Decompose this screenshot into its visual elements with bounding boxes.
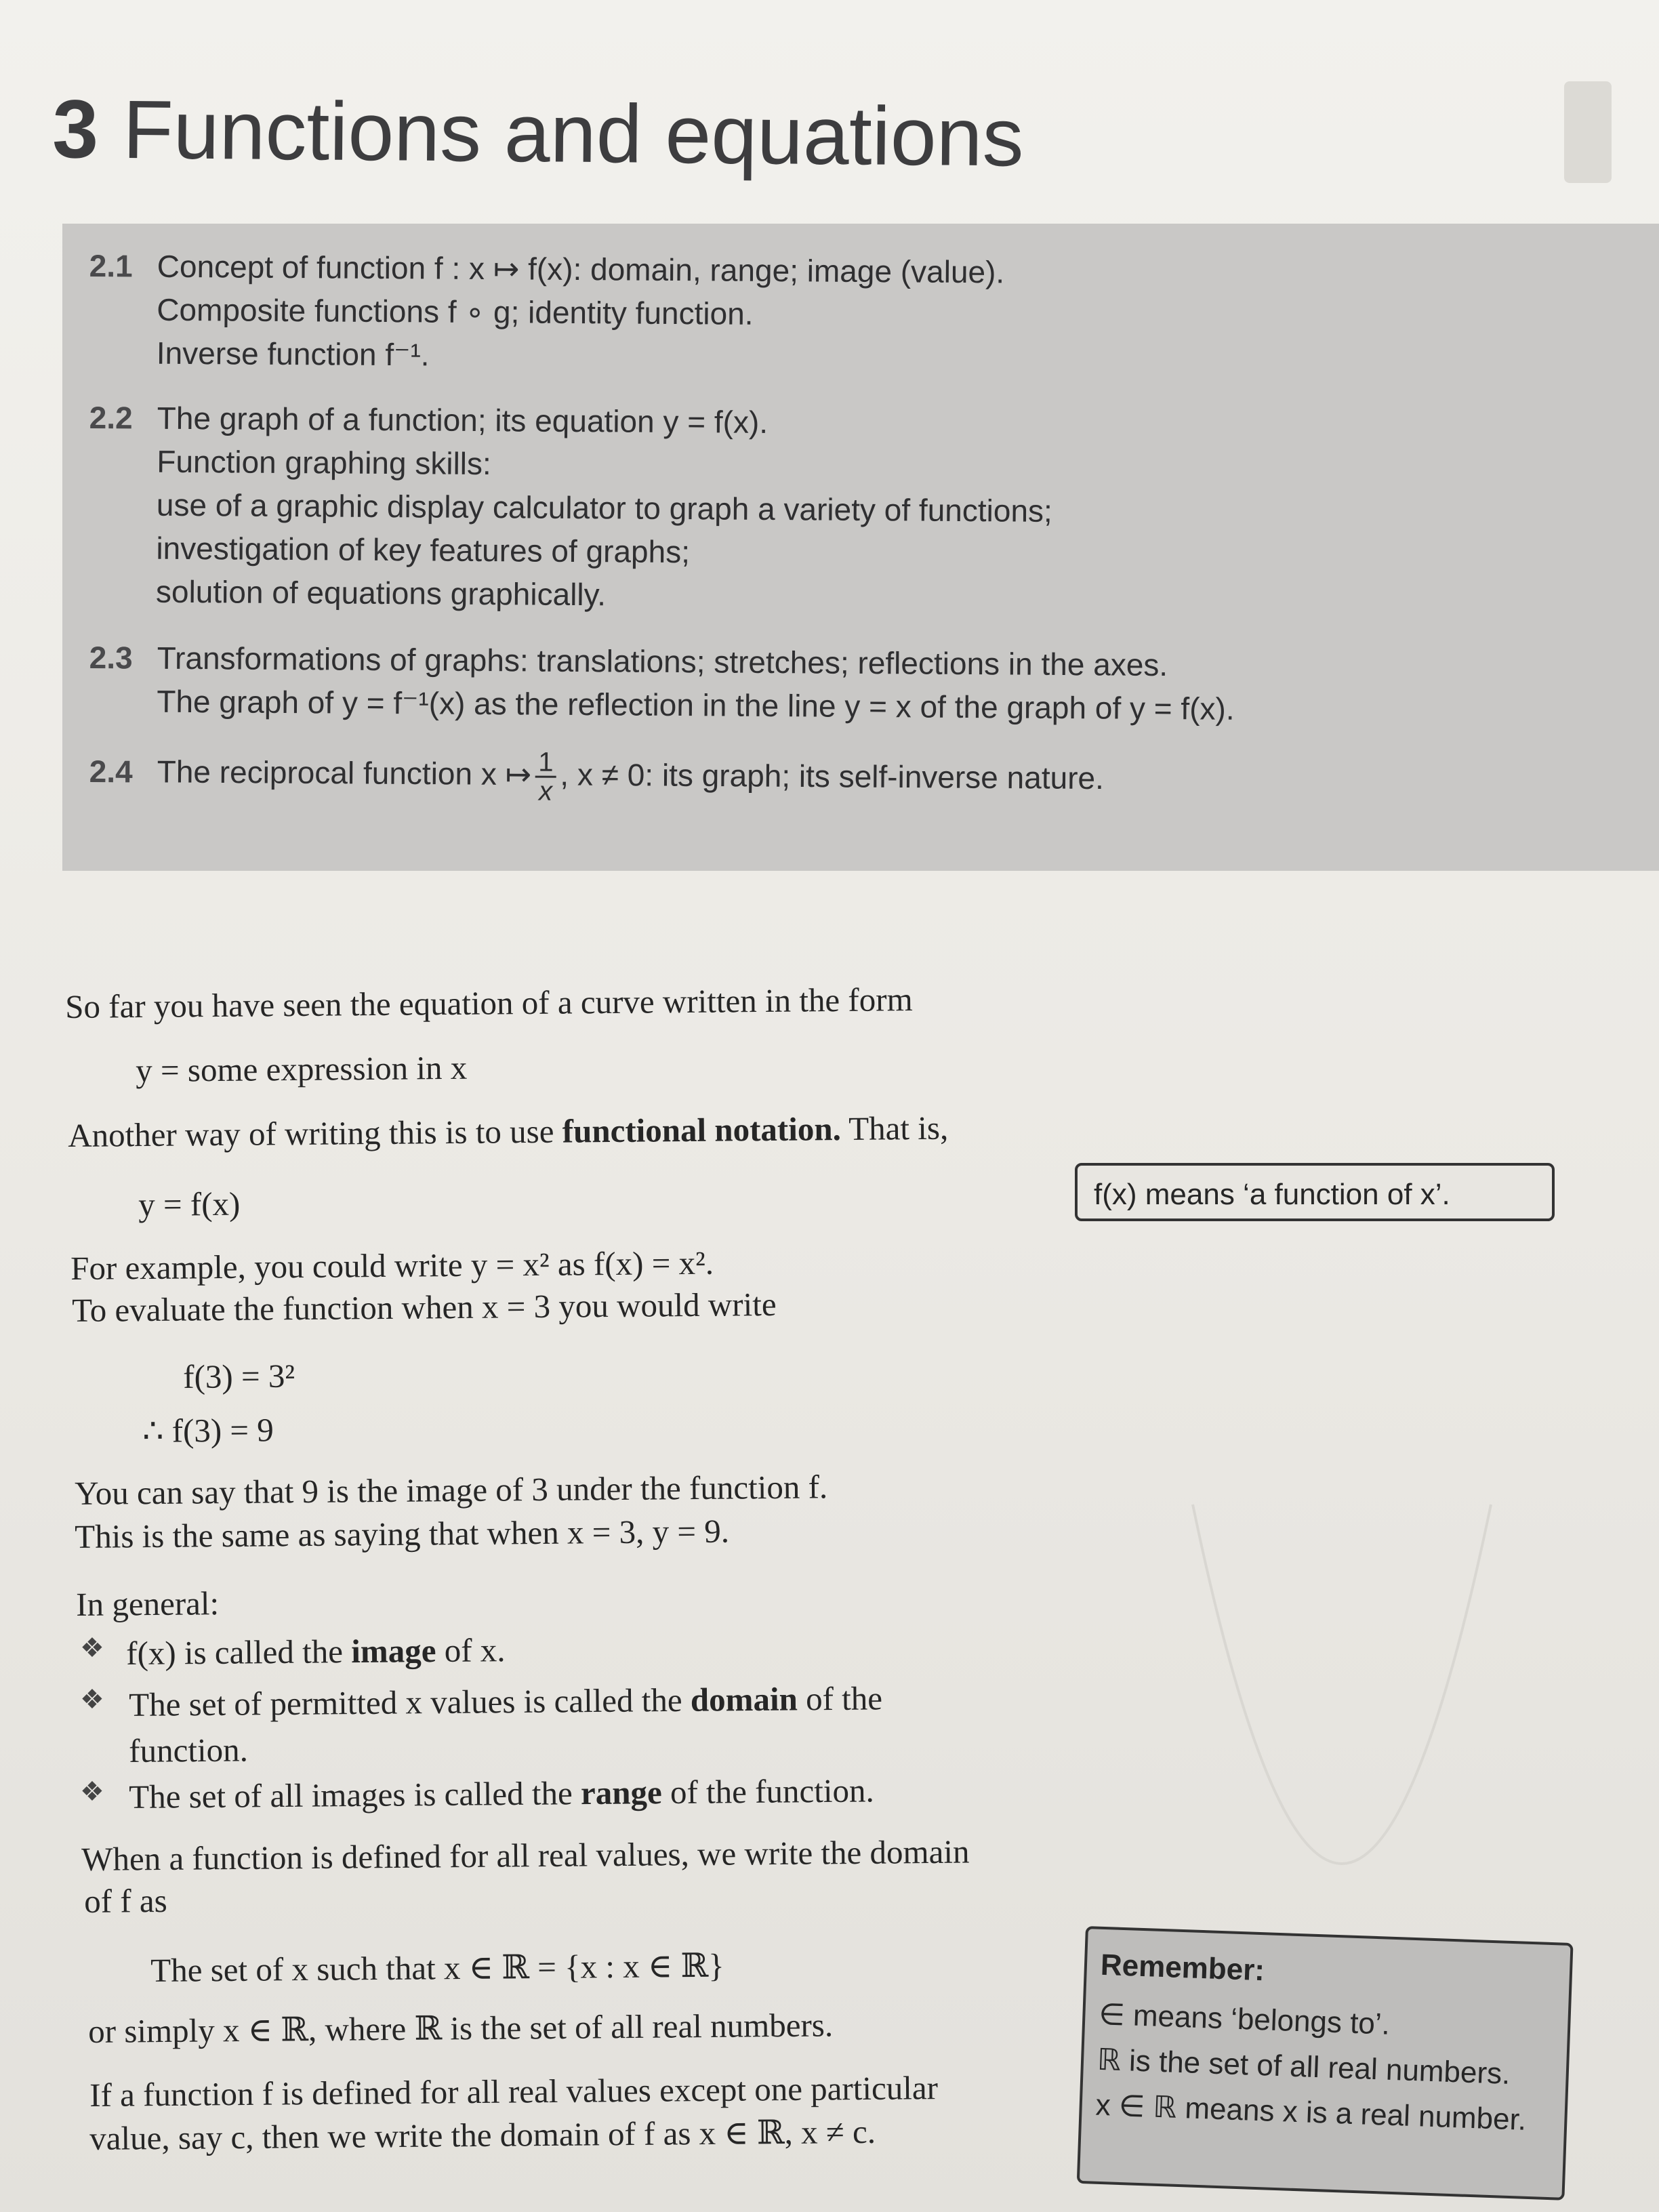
remember-line: ∈ means ‘belongs to’. <box>1098 1997 1391 2041</box>
list-item: f(x) is called the image of x. <box>126 1631 506 1672</box>
paragraph: When a function is defined for all real values, we write the domain <box>81 1832 970 1878</box>
syllabus-line: Composite functions f ∘ g; identity function. <box>157 291 754 331</box>
syllabus-line: investigation of key features of graphs; <box>156 530 691 570</box>
equation: y = f(x) <box>138 1185 241 1223</box>
syllabus-line: , x ≠ 0: its graph; its self-inverse nature. <box>560 756 1105 796</box>
equation: The set of x such that x ∈ ℝ = {x : x ∈ ℝ} <box>150 1946 724 1989</box>
bullet-icon: ❖ <box>80 1776 104 1807</box>
paragraph: value, say c, then we write the domain of f as x ∈ ℝ, x ≠ c. <box>89 2112 876 2157</box>
syllabus-item-2-2 <box>88 396 1053 619</box>
syllabus-code: 2.3 <box>89 639 133 676</box>
list-item-continuation: function. <box>129 1731 249 1769</box>
chapter-title: Functions and equations <box>122 83 1025 184</box>
syllabus-item-2-1 <box>89 244 1005 380</box>
paragraph: So far you have seen the equation of a curve written in the form <box>65 981 913 1025</box>
syllabus-line: Transformations of graphs: translations; stretches; reflections in the axes. <box>157 640 1168 683</box>
syllabus-item-2-3 <box>89 636 1235 731</box>
remember-box <box>1077 1926 1574 2200</box>
bullet-icon: ❖ <box>80 1633 104 1663</box>
page-tab-marker <box>1564 81 1612 183</box>
show-through-curve <box>1111 1491 1532 1870</box>
syllabus-box <box>62 224 1659 871</box>
syllabus-code: 2.4 <box>89 753 133 790</box>
chapter-number: 3 <box>52 82 99 176</box>
paragraph: If a function f is defined for all real values except one particular <box>89 2069 939 2114</box>
syllabus-code: 2.2 <box>89 399 133 436</box>
reciprocal-fraction <box>535 749 556 805</box>
syllabus-line: Concept of function f : x ↦ f(x): domain, range; image (value). <box>157 248 1005 290</box>
paragraph: You can say that 9 is the image of 3 under the function f. <box>75 1468 828 1512</box>
syllabus-code: 2.1 <box>89 247 133 284</box>
paragraph: To evaluate the function when x = 3 you would write <box>72 1285 777 1329</box>
syllabus-line: solution of equations graphically. <box>155 573 607 613</box>
remember-title: Remember: <box>1100 1948 1265 1988</box>
side-note-box: f(x) means ‘a function of x’. <box>1075 1163 1555 1221</box>
syllabus-item-2-4 <box>89 745 1104 808</box>
syllabus-line: use of a graphic display calculator to graph a variety of functions; <box>156 487 1052 529</box>
paragraph: This is the same as saying that when x = 3, y = 9. <box>75 1512 730 1555</box>
syllabus-line: Inverse function f⁻¹. <box>156 335 430 373</box>
term-functional-notation: functional notation. <box>562 1110 842 1150</box>
list-item: The set of all images is called the range of the function. <box>129 1771 874 1816</box>
paragraph: In general: <box>76 1584 220 1623</box>
syllabus-line: Function graphing skills: <box>157 443 491 482</box>
equation: f(3) = 3² <box>183 1357 295 1395</box>
list-item: The set of permitted x values is called the domain of the <box>129 1679 883 1723</box>
bullet-icon: ❖ <box>80 1684 104 1715</box>
paragraph: or simply x ∈ ℝ, where ℝ is the set of all real numbers. <box>88 2006 834 2050</box>
remember-line: ℝ is the set of all real numbers. <box>1097 2043 1511 2091</box>
syllabus-line: The graph of y = f⁻¹(x) as the reflection in the line y = x of the graph of y = f(x). <box>157 683 1235 726</box>
paragraph: of f as <box>84 1881 167 1920</box>
paragraph: For example, you could write y = x² as f(x) = x². <box>70 1244 714 1287</box>
syllabus-line: The reciprocal function x ↦ <box>157 754 532 792</box>
equation: y = some expression in x <box>136 1048 468 1089</box>
equation: ∴ f(3) = 9 <box>142 1411 274 1450</box>
syllabus-line: The graph of a function; its equation y = f(x). <box>157 400 769 440</box>
paragraph: Another way of writing this is to use functional notation. That is, <box>68 1109 949 1154</box>
chapter-heading <box>52 81 1024 185</box>
remember-line: x ∈ ℝ means x is a real number. <box>1094 2088 1527 2137</box>
fraction-numerator: 1 <box>535 749 556 778</box>
fraction-denominator: x <box>538 776 553 806</box>
